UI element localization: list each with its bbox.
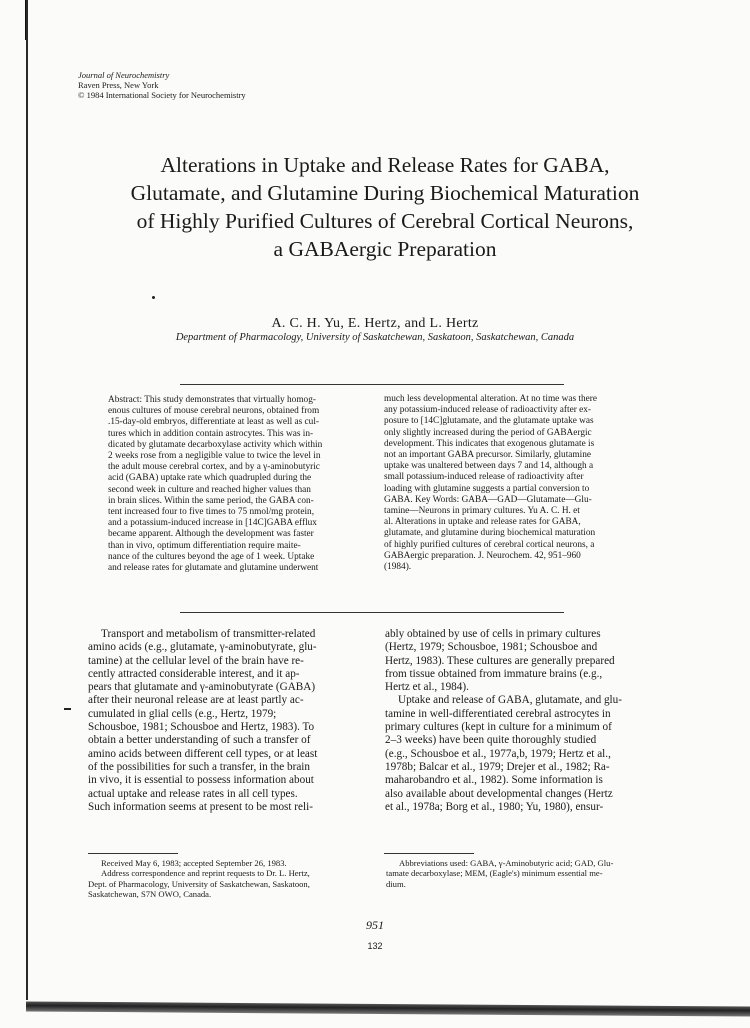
text-line: much less developmental alteration. At no time was there (384, 394, 597, 404)
text-line: of highly purified cultures of cerebral cortical neurons, a (384, 539, 595, 550)
footnote-left (88, 858, 373, 900)
text-line: (Hertz, 1979; Schousboe, 1981; Schousboe and (385, 641, 598, 654)
text-line: tamine in well-differentiated cerebral astrocytes in (385, 707, 611, 720)
text-line: Hertz, 1983). These cultures are generally prepared (385, 654, 615, 667)
text-line: development. This indicates that exogenous glutamate is (384, 438, 595, 449)
body-left-column (88, 628, 370, 814)
text-line: small potassium-induced release of radioactivity after (384, 472, 584, 483)
text-line: also available about developmental changes (Hertz (385, 787, 613, 800)
text-line: (1984). (384, 562, 412, 573)
text-line: glutamate, and glutamine during biochemical maturation (384, 528, 596, 539)
text-line: (e.g., Schousboe et al., 1977a,b, 1979; Hertz et al., (385, 747, 611, 760)
text-line: became apparent. Although the development was faster (108, 529, 314, 540)
text-line: tamine—Neurons in primary cultures. Yu A. C. H. et (384, 506, 580, 517)
text-line: .15-day-old embryos, differentiate at least as well as cul- (108, 417, 320, 428)
footnote-rule-left (88, 853, 178, 854)
title-line: a GABAergic Preparation (273, 237, 497, 261)
text-line: enous cultures of mouse cerebral neurons, obtained from (108, 406, 320, 417)
abstract-right-column (384, 394, 646, 573)
scan-edge-left (26, 0, 28, 1000)
text-line: Transport and metabolism of transmitter-related (101, 628, 316, 640)
text-line: 2–3 weeks) have been quite thoroughly studied (385, 734, 597, 747)
abstract-top-rule (180, 384, 564, 385)
abstract-bottom-rule (180, 612, 564, 613)
text-line: GABA. Key Words: GABA—GAD—Glutamate—Glu- (384, 494, 592, 505)
text-line: Uptake and release of GABA, glutamate, and glu- (398, 694, 622, 707)
title-line: Glutamate, and Glutamine During Biochemical Maturation (130, 181, 640, 205)
text-line: maharobandro et al., 1982). Some information is (385, 774, 603, 787)
body-right-column (385, 628, 667, 814)
text-line: Abstract: This study demonstrates that virtually homog- (108, 395, 316, 405)
text-line: Such information seems at present to be most reli- (88, 800, 313, 813)
text-line: 1978b; Balcar et al., 1979; Drejer et al., 1982; Ra- (385, 760, 610, 773)
text-line: obtain a better understanding of such a transfer of (88, 734, 311, 747)
text-line: primary cultures (kept in culture for a minimum of (385, 721, 612, 734)
text-line: any potassium-induced release of radioactivity after ex- (384, 405, 592, 416)
text-line: only slightly increased during the period of GABAergic (384, 427, 592, 438)
text-line: tent increased four to five times to 75 nmol/mg protein, (108, 507, 315, 518)
footnote-right (386, 858, 668, 889)
text-line: in brain slices. Within the same period, the GABA con- (108, 495, 314, 506)
text-line: in vivo, it is essential to possess information about (88, 774, 314, 787)
text-line: posure to [14C]glutamate, and the glutamate uptake was (384, 416, 594, 427)
scan-edge-bottom (26, 1001, 750, 1016)
department: Department of Pharmacology, University of Saskatchewan, Saskatoon, Saskatchewan, Canada (175, 332, 575, 343)
text-line: tamine) at the cellular level of the brain have re- (88, 654, 304, 667)
text-line: of the possibilities for such a transfer, in the brain (88, 760, 311, 773)
text-line: and a potassium-induced increase in [14C]GABA efflux (108, 518, 317, 529)
text-line: loading with glutamine suggests a partial conversion to (384, 483, 590, 494)
text-line: actual uptake and release rates in all cell types. (88, 787, 298, 800)
journal-copyright: © 1984 International Society for Neurochemistry (78, 90, 246, 100)
text-line: not an important GABA precursor. Similarly, glutamine (384, 450, 591, 461)
text-line: nance of the cultures beyond the age of 1 week. Uptake (108, 551, 315, 562)
text-line: Received May 6, 1983; accepted September 26, 1983. (101, 858, 287, 868)
text-line: Address correspondence and reprint requests to Dr. L. Hertz, (101, 868, 310, 879)
page-number: 951 (366, 918, 384, 932)
text-line: dium. (386, 878, 406, 889)
text-line: tures which in addition contain astrocytes. This was in- (108, 428, 314, 439)
paper-title (90, 151, 680, 263)
text-line: from tissue obtained from immature brains (e.g., (385, 667, 603, 680)
title-line: of Highly Purified Cultures of Cerebral Cortical Neurons, (136, 209, 634, 233)
authors: A. C. H. Yu, E. Hertz, and L. Hertz (271, 316, 479, 331)
journal-header (78, 70, 246, 100)
text-line: tamate decarboxylase; MEM, (Eagle's) minimum essential me- (386, 868, 603, 879)
text-line: et al., 1978a; Borg et al., 1980; Yu, 1980), ensur- (385, 800, 604, 813)
text-line: after their neuronal release are at least partly ac- (88, 694, 304, 707)
text-line: cently attracted considerable interest, and it ap- (88, 667, 300, 680)
footnote-rule-right (384, 853, 474, 854)
journal-name: Journal of Neurochemistry (78, 70, 170, 80)
text-line: dicated by glutamate decarboxylase activity which within (108, 439, 323, 450)
text-line: acid (GABA) uptake rate which quadrupled during the (108, 473, 312, 484)
title-line: Alterations in Uptake and Release Rates for GABA, (160, 153, 610, 177)
text-line: amino acids (e.g., glutamate, γ-aminobutyrate, glu- (88, 641, 317, 654)
text-line: amino acids between different cell types, or at least (88, 747, 318, 760)
text-line: ably obtained by use of cells in primary cultures (385, 628, 601, 640)
text-line: uptake was unaltered between days 7 and 14, although a (384, 461, 594, 472)
scan-number: 132 (367, 941, 383, 951)
text-line: cumulated in glial cells (e.g., Hertz, 1979; (88, 707, 277, 720)
text-line: Schousboe, 1981; Schousboe and Hertz, 1983). To (88, 721, 315, 734)
text-line: al. Alterations in uptake and release rates for GABA, (384, 517, 581, 528)
text-line: than in vivo, optimum differentiation require maite- (108, 540, 301, 551)
text-line: Dept. of Pharmacology, University of Saskatchewan, Saskatoon, (88, 878, 310, 889)
journal-publisher: Raven Press, New York (78, 80, 159, 90)
text-line: GABAergic preparation. J. Neurochem. 42, 951–960 (384, 550, 581, 561)
abstract-left-column (108, 395, 370, 574)
text-line: the adult mouse cerebral cortex, and by a γ-aminobutyric (108, 462, 320, 473)
text-line: Abbreviations used: GABA, γ-Aminobutyric acid; GAD, Glu- (399, 858, 614, 868)
scan-speck (152, 296, 155, 299)
text-line: Saskatchewan, S7N OWO, Canada. (88, 889, 212, 900)
text-line: Hertz et al., 1984). (385, 681, 469, 694)
text-line: pears that glutamate and γ-aminobutyrate (GABA) (88, 681, 316, 694)
text-line: 2 weeks rose from a negligible value to twice the level in (108, 451, 321, 462)
text-line: second week in culture and reached higher values than (108, 484, 311, 495)
text-line: and release rates for glutamate and glutamine underwent (108, 563, 319, 574)
margin-mark (64, 708, 71, 710)
